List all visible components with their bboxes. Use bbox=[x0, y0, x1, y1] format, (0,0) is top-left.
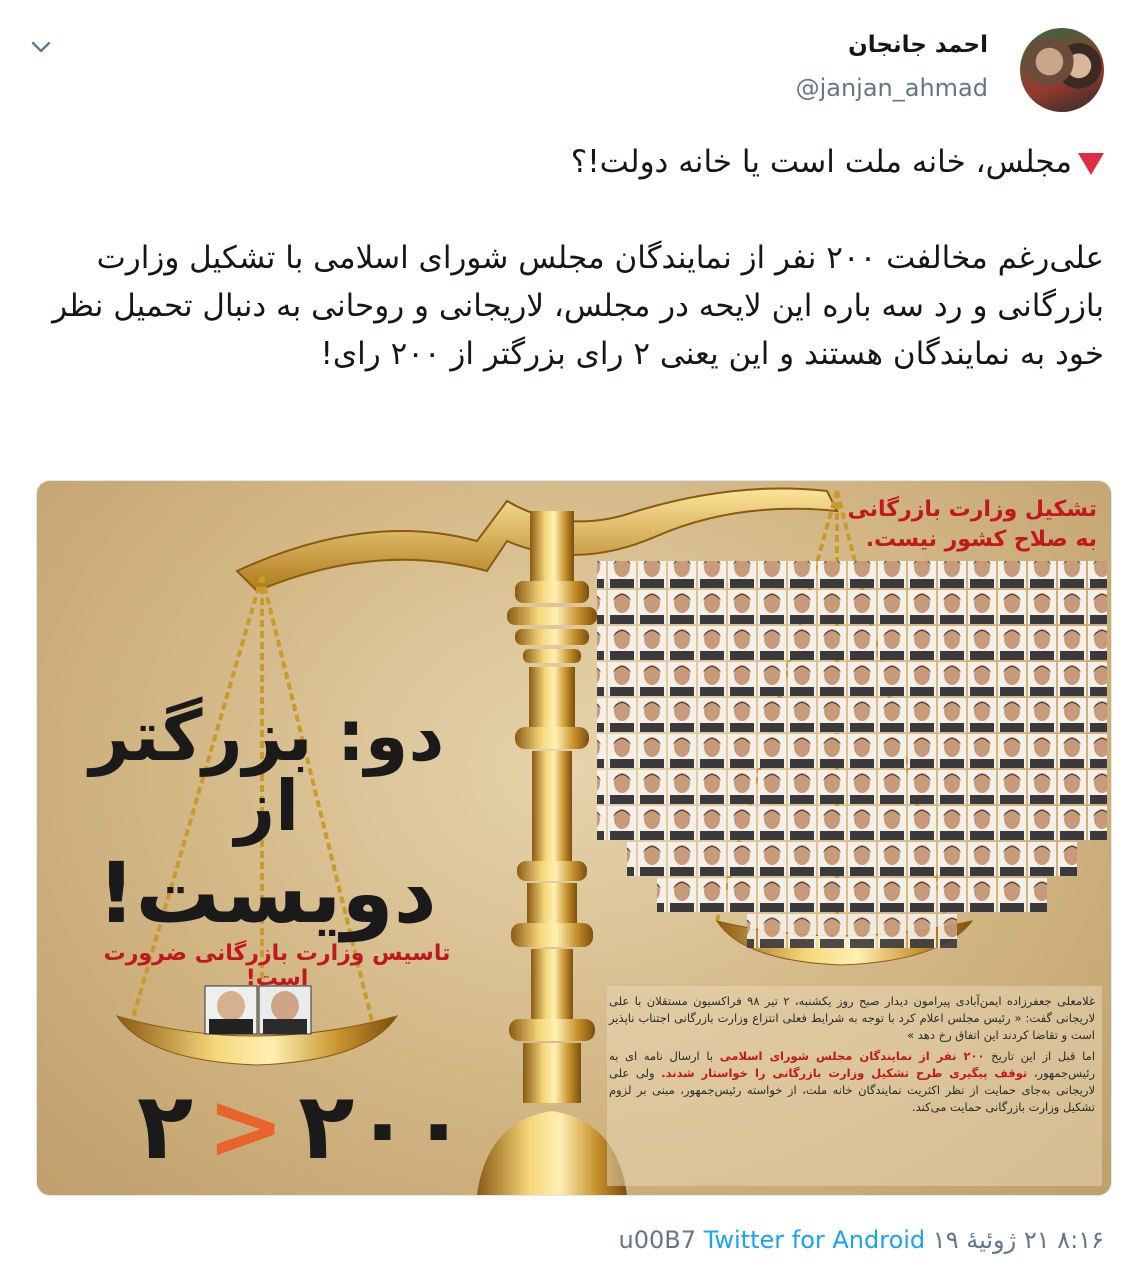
avatar[interactable] bbox=[1020, 28, 1104, 112]
poster-paragraph-1: غلامعلی جعفرزاده ایمن‌آبادی پیرامون دیدار صبح روز یکشنبه، ۲ تیر ۹۸ فراکسیون مستقلان با علی لاریجانی گفت: « رئیس مجلس اعلام کرد با توجه به شرایط فعلی انتزاع وزارت بازرگانی اجتناب ناپذیر است و تقاضا کردند این اتفاق رخ دهد » bbox=[609, 994, 1095, 1042]
tweet-text-line1: مجلس، خانه ملت است یا خانه دولت!؟ bbox=[570, 144, 1072, 180]
author-handle[interactable]: @janjan_ahmad bbox=[795, 74, 988, 102]
poster-headline bbox=[57, 695, 477, 942]
p2-text-a: اما قبل از این تاریخ bbox=[984, 1049, 1096, 1063]
p2-highlight-2: توقف پیگیری طرح تشکیل وزارت بازرگانی را خواستار شدند. bbox=[661, 1066, 1028, 1080]
author-name[interactable]: احمد جانجان bbox=[848, 32, 988, 58]
callout-line2: به صلاح کشور نیست. bbox=[865, 527, 1097, 552]
chevron-down-icon[interactable] bbox=[30, 36, 52, 58]
separator: u00B7 bbox=[618, 1226, 697, 1254]
headline-line1: دو: بزرگتر از bbox=[89, 695, 445, 847]
callout-line1: تشکیل وزارت بازرگانی bbox=[847, 497, 1097, 522]
leaders-portraits bbox=[205, 986, 311, 1034]
formula-symbol: > bbox=[207, 1072, 285, 1180]
p2-text-b: با ارسال نامه ای به رئیس‌جمهور، bbox=[609, 1049, 1095, 1080]
formula-left: ۲۰۰ bbox=[298, 1072, 467, 1180]
p2-text-c: ولی علی لاریجانی به‌جای حمایت از نظر اکثریت نمایندگان خانه ملت، از خواسته رئیس‌جمهور، مبنی بر لزوم تشکیل وزارت بازرگانی حمایت می‌کند. bbox=[609, 1066, 1095, 1114]
headline-line2: دویست! bbox=[97, 844, 437, 942]
red-caption: تاسیس وزارت بازرگانی ضرورت است! bbox=[103, 941, 451, 991]
red-triangle-down-icon bbox=[1078, 153, 1104, 175]
top-right-callout bbox=[848, 495, 1097, 555]
tweet-header bbox=[0, 28, 1146, 118]
formula bbox=[137, 1071, 467, 1181]
tweet-image[interactable] bbox=[36, 480, 1112, 1196]
tweet-source[interactable]: Twitter for Android bbox=[703, 1226, 926, 1254]
poster-body-text bbox=[609, 993, 1095, 1116]
tweet-footer bbox=[619, 1226, 1104, 1254]
p2-highlight-1: ۲۰۰ نفر از نمایندگان مجلس شورای اسلامی bbox=[719, 1049, 985, 1063]
tweet-text-body: علی‌رغم مخالفت ۲۰۰ نفر از نمایندگان مجلس شورای اسلامی با تشکیل وزارت بازرگانی و رد سه باره این لایحه در مجلس، لاریجانی و روحانی به دنبال تحمیل نظر خود به نمایندگان هستند و این یعنی ۲ رای بزرگتر از ۲۰۰ رای! bbox=[42, 240, 1104, 372]
poster-paragraph-2 bbox=[609, 1048, 1095, 1116]
timestamp[interactable]: ۸:۱۶ ۲۱ ژوئیهٔ ۱۹ bbox=[932, 1226, 1104, 1254]
formula-right: ۲ bbox=[137, 1072, 194, 1180]
tweet-text bbox=[44, 138, 1104, 378]
mp-portrait-grid bbox=[597, 561, 1107, 949]
